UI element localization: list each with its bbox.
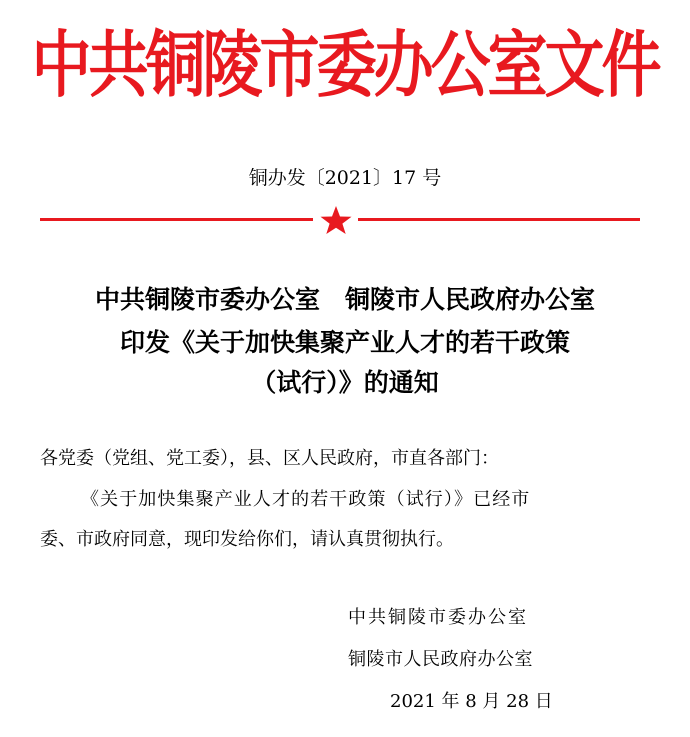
divider-rule-left: [40, 218, 313, 221]
notice-title-line-1: 中共铜陵市委办公室 铜陵市人民政府办公室: [94, 285, 595, 314]
body-paragraph-line-1: 《关于加快集聚产业人才的若干政策（试行）》已经市: [81, 489, 531, 510]
body-paragraph-line-2: 委、市政府同意，现印发给你们，请认真贯彻执行。: [40, 529, 454, 550]
notice-title-line-2: 印发《关于加快集聚产业人才的若干政策: [119, 328, 570, 357]
red-divider: [40, 205, 640, 235]
star-icon: [319, 205, 353, 235]
divider-rule-right: [358, 218, 640, 221]
document-number: 铜办发〔2021〕17 号: [248, 167, 442, 189]
salutation: 各党委（党组、党工委），县、区人民政府，市直各部门：: [40, 448, 499, 469]
signature-org-2: 铜陵市人民政府办公室: [348, 649, 533, 670]
notice-title-line-3: （试行）》的通知: [251, 368, 439, 397]
signature-date: 2021 年 8 月 28 日: [390, 691, 553, 712]
masthead-title: 中共铜陵市委办公室文件: [31, 24, 659, 108]
signature-org-1: 中共铜陵市委办公室: [348, 607, 528, 628]
